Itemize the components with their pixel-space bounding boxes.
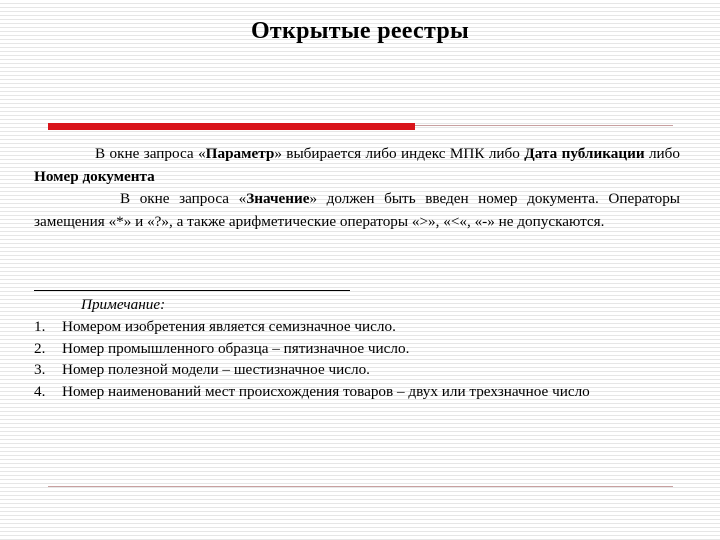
title-divider — [48, 122, 673, 131]
value-term: Значение — [246, 190, 310, 207]
parameter-text-3: либо — [644, 145, 681, 162]
note-item — [34, 381, 674, 403]
title-accent-bar — [48, 123, 415, 130]
note-item — [34, 338, 674, 360]
publication-date-term: Дата публикации — [524, 145, 645, 162]
note-number: 1. — [34, 318, 46, 335]
note-text: Номер полезной модели – шестизначное число. — [62, 361, 370, 378]
note-number: 2. — [34, 339, 46, 357]
parameter-term: Параметр — [205, 145, 275, 162]
value-text-2: » должен быть введен номер документа. Операторы замещения «*» и «?», а также арифметические операторы «>», «<«, «-» не допускаются. — [34, 190, 681, 230]
parameter-text-2: » выбирается либо индекс МПК либо — [274, 145, 525, 162]
note-text: Номером изобретения является семизначное число. — [62, 318, 396, 335]
note-number: 3. — [34, 361, 46, 378]
note-text: Номер наименований мест происхождения товаров – двух или трехзначное число — [62, 382, 590, 400]
note-item — [34, 359, 674, 381]
bottom-divider-line — [48, 486, 673, 487]
document-number-term: Номер документа — [34, 167, 155, 185]
note-number: 4. — [34, 382, 46, 400]
value-paragraph — [34, 188, 680, 233]
value-text-1: В окне запроса « — [120, 190, 247, 207]
note-item — [34, 316, 674, 338]
bottom-divider — [48, 485, 673, 488]
parameter-paragraph — [34, 143, 680, 188]
notes-list — [34, 316, 674, 402]
note-text: Номер промышленного образца – пятизначное число. — [62, 339, 410, 357]
slide-title: Открытые реестры — [250, 18, 470, 44]
note-heading: Примечание: — [81, 296, 166, 313]
footnote-rule — [34, 290, 350, 291]
parameter-text-1: В окне запроса « — [95, 145, 206, 162]
